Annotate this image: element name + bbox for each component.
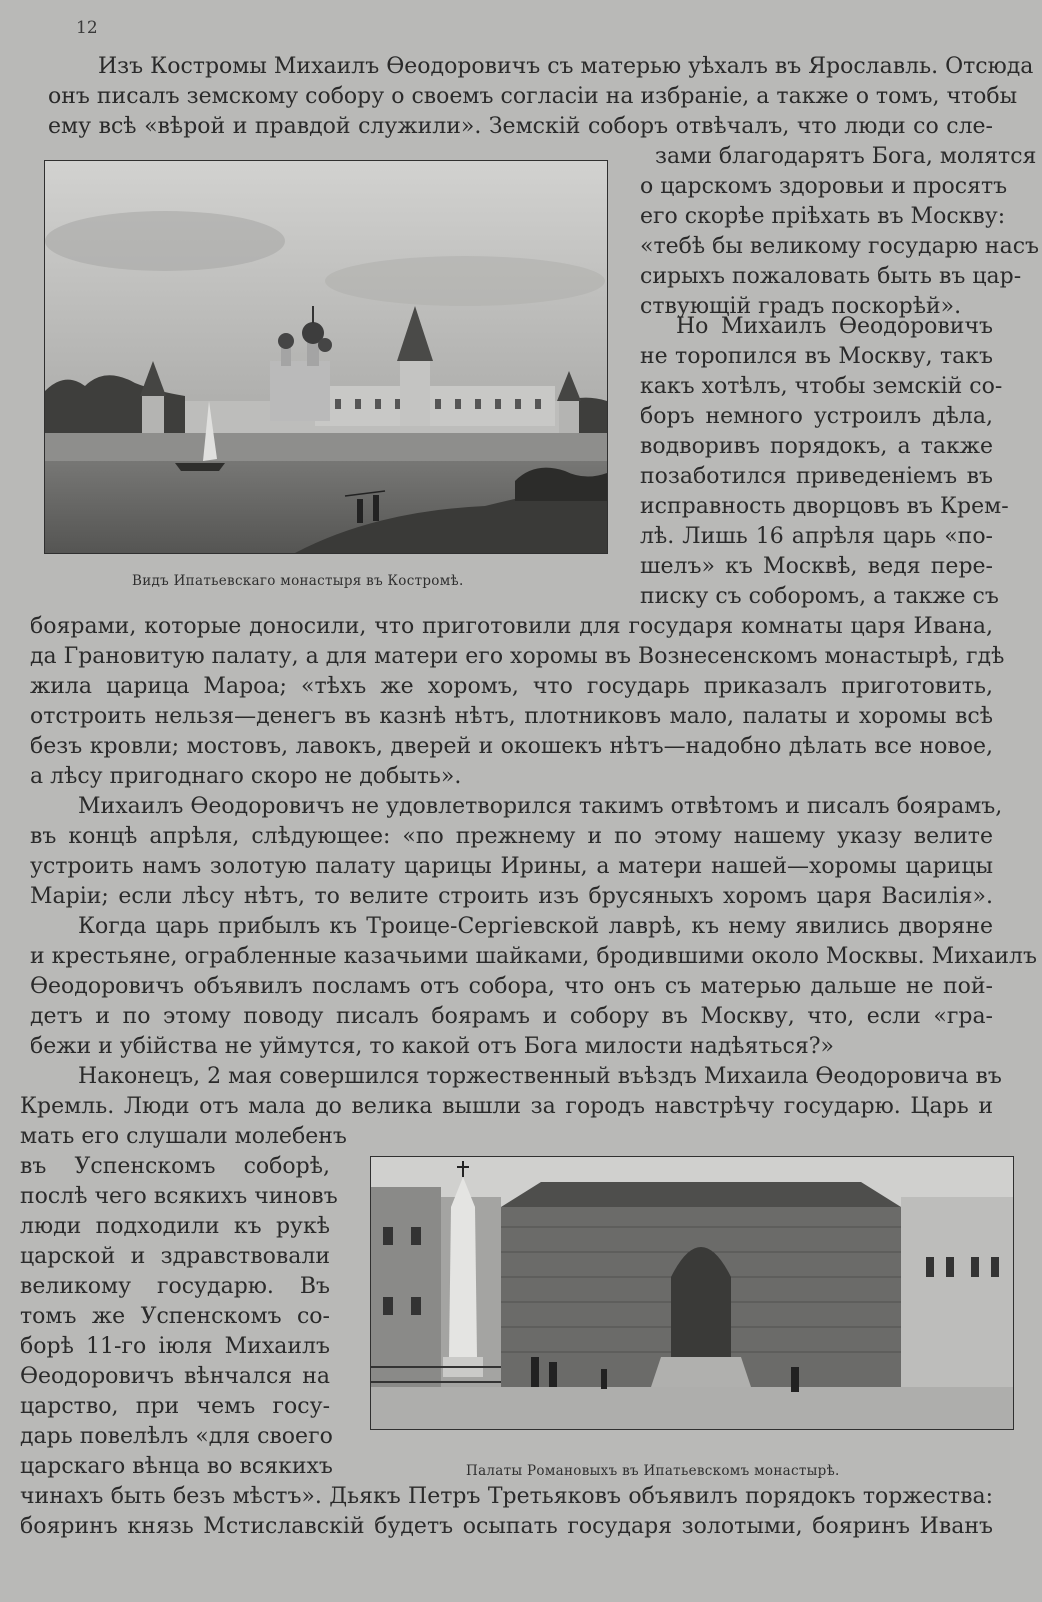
text-line: да Грановитую палату, а для матери его хоромы въ Вознесенскомъ монастырѣ, гдѣ (30, 644, 1005, 669)
text-line: его скорѣе пріѣхать въ Москву: (640, 204, 1006, 229)
text-line: ему всѣ «вѣрой и правдой служили». Земскій соборъ отвѣчалъ, что люди со сле- (48, 114, 993, 139)
text-line: жила царица Мароа; «тѣхъ же хоромъ, что государь приказалъ приготовить, (30, 674, 993, 699)
text-line: не торопился въ Москву, такъ (640, 344, 993, 369)
text-line: водворивъ порядокъ, а также (640, 434, 993, 459)
text-line: люди подходили къ рукѣ (20, 1214, 330, 1239)
text-line: Изъ Костромы Михаилъ Ѳеодоровичъ съ матерью уѣхалъ въ Ярославль. Отсюда (98, 54, 1034, 79)
text-line: безъ кровли; мостовъ, лавокъ, дверей и окошекъ нѣтъ—надобно дѣлать все новое, (30, 734, 993, 759)
text-line: о царскомъ здоровьи и просятъ (640, 174, 1008, 199)
text-line: сирыхъ пожаловать быть въ цар- (640, 264, 1022, 289)
text-line: дарь повелѣлъ «для своего (20, 1424, 333, 1449)
text-line: Ѳеодоровичъ объявилъ посламъ отъ собора, что онъ съ матерью дальше не пой- (30, 974, 993, 999)
text-line: мать его слушали молебенъ (20, 1124, 347, 1149)
text-line: Маріи; если лѣсу нѣтъ, то велите строить изъ брусяныхъ хоромъ царя Василія». (30, 884, 993, 909)
text-line: Но Михаилъ Ѳеодоровичъ (676, 314, 993, 339)
text-line: великому государю. Въ (20, 1274, 330, 1299)
text-line: устроить намъ золотую палату царицы Ирины, а матери нашей—хоромы царицы (30, 854, 993, 879)
text-line: Кремль. Люди отъ мала до велика вышли за городъ навстрѣчу государю. Царь и (20, 1094, 993, 1119)
text-line: царство, при чемъ госу- (20, 1394, 330, 1419)
text-line: писку съ соборомъ, а также съ (640, 584, 999, 609)
text-line: царской и здравствовали (20, 1244, 330, 1269)
text-line: позаботился приведеніемъ въ (640, 464, 993, 489)
text-line: борѣ 11-го іюля Михаилъ (20, 1334, 330, 1359)
figure-caption: Палаты Романовыхъ въ Ипатьевскомъ монастырѣ. (466, 1463, 840, 1479)
text-line: въ концѣ апрѣля, слѣдующее: «по прежнему и по этому нашему указу велите (30, 824, 993, 849)
text-line: какъ хотѣлъ, чтобы земскій со- (640, 374, 1003, 399)
ipatiev-monastery-illustration (44, 160, 608, 554)
figure-caption: Видъ Ипатьевскаго монастыря въ Костромѣ. (132, 573, 464, 589)
text-line: бежи и убійства не уймутся, то какой отъ Бога милости надѣяться?» (30, 1034, 834, 1059)
text-line: лѣ. Лишь 16 апрѣля царь «по- (640, 524, 993, 549)
text-line: исправность дворцовъ въ Крем- (640, 494, 1009, 519)
text-line: а лѣсу пригоднаго скоро не добыть». (30, 764, 462, 789)
text-line: бояринъ князь Мстиславскій будетъ осыпать государя золотыми, бояринъ Иванъ (20, 1514, 993, 1539)
text-line: и крестьяне, ограбленные казачьими шайками, бродившими около Москвы. Михаилъ (30, 944, 1037, 969)
text-line: шелъ» къ Москвѣ, ведя пере- (640, 554, 993, 579)
text-line: детъ и по этому поводу писалъ боярамъ и собору въ Москву, что, если «гра- (30, 1004, 993, 1029)
text-line: послѣ чего всякихъ чиновъ (20, 1184, 338, 1209)
text-line: Наконецъ, 2 мая совершился торжественный въѣздъ Михаила Ѳеодоровича въ (78, 1064, 1002, 1089)
text-line: ствующій градъ поскорѣй». (640, 294, 962, 319)
text-line: Михаилъ Ѳеодоровичъ не удовлетворился такимъ отвѣтомъ и писалъ боярамъ, (78, 794, 1003, 819)
text-line: царскаго вѣнца во всякихъ (20, 1454, 333, 1479)
text-line: въ Успенскомъ соборѣ, (20, 1154, 330, 1179)
text-line: зами благодарятъ Бога, молятся (655, 144, 1037, 169)
text-line: онъ писалъ земскому собору о своемъ согласіи на избраніе, а также о томъ, чтобы (48, 84, 1018, 109)
text-line: «тебѣ бы великому государю насъ (640, 234, 1040, 259)
text-line: Когда царь прибылъ къ Троице-Сергіевской лаврѣ, къ нему явились дворяне (78, 914, 993, 939)
romanov-chambers-illustration (370, 1156, 1014, 1430)
text-line: отстроить нельзя—денегъ въ казнѣ нѣтъ, плотниковъ мало, палаты и хоромы всѣ (30, 704, 993, 729)
text-line: боръ немного устроилъ дѣла, (640, 404, 993, 429)
text-line: Ѳеодоровичъ вѣнчался на (20, 1364, 330, 1389)
text-line: чинахъ быть безъ мѣстъ». Дьякъ Петръ Третьяковъ объявилъ порядокъ торжества: (20, 1484, 993, 1509)
text-line: томъ же Успенскомъ со- (20, 1304, 330, 1329)
text-line: боярами, которые доносили, что приготовили для государя комнаты царя Ивана, (30, 614, 993, 639)
page-number: 12 (76, 18, 98, 38)
